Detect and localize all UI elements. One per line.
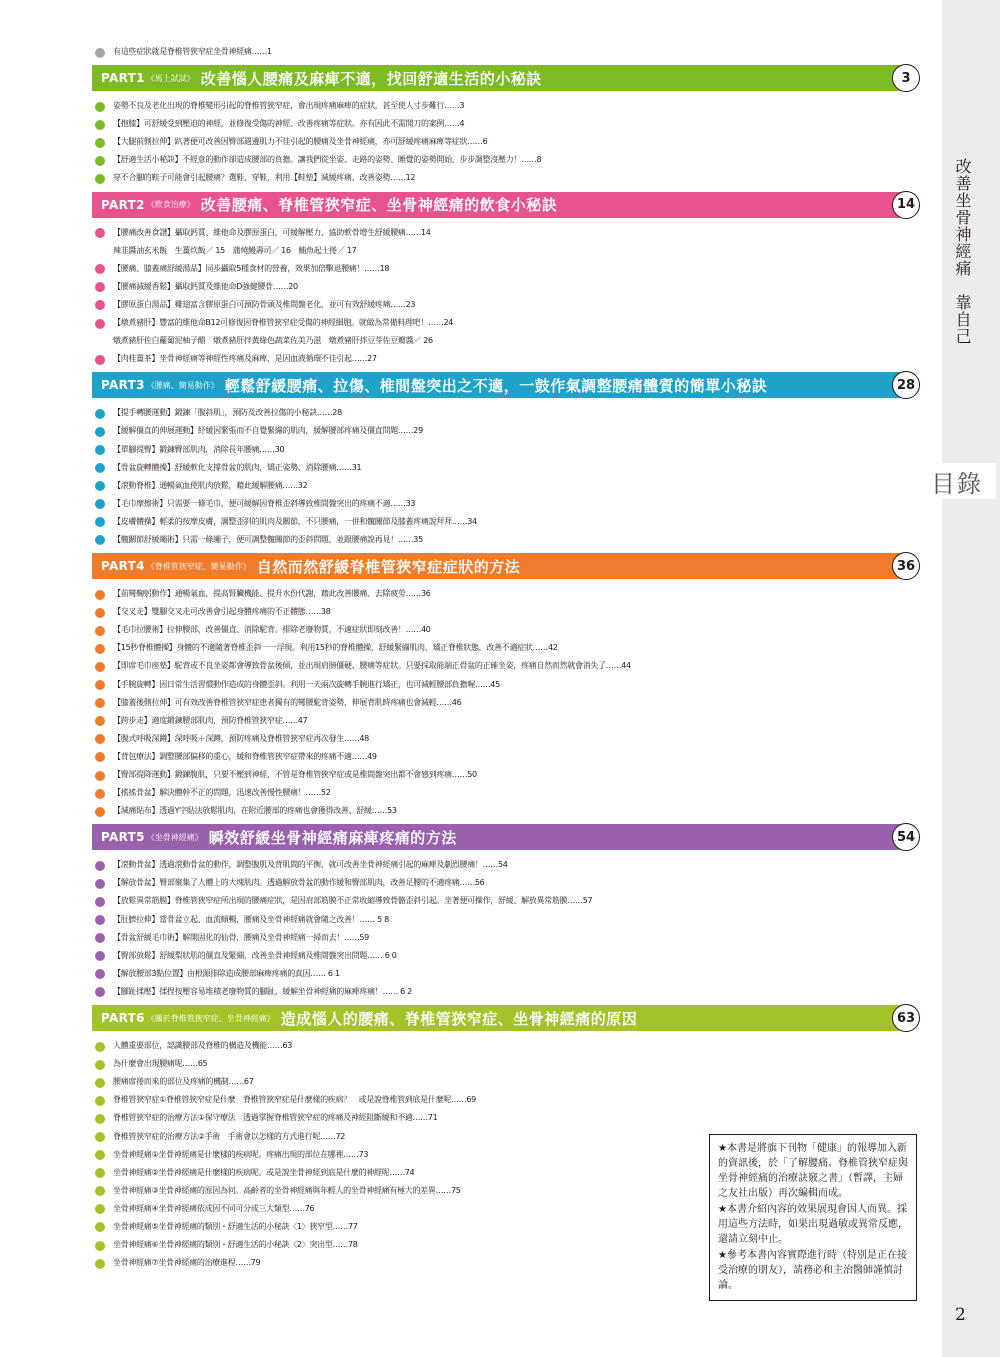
- toc-item: [92, 1109, 922, 1127]
- bullet-dot: [95, 879, 105, 889]
- part-page-badge: 54: [892, 823, 920, 851]
- bullet-dot: [95, 427, 105, 437]
- toc-subitem: [92, 332, 922, 350]
- toc-item-text: 【腰痛減緩香鬆】攝取鈣質及維他命D強健腰骨……20: [113, 281, 298, 291]
- toc-item: [92, 97, 922, 115]
- toc-item: [92, 404, 922, 422]
- toc-item-text: 【解放腰部3點位置】由根源排除造成腰部麻痺疼痛的真因…… 6 1: [113, 968, 340, 978]
- toc-item: [92, 802, 922, 820]
- bullet-dot: [95, 752, 105, 762]
- note-box: [709, 1134, 917, 1301]
- toc-item: [92, 657, 922, 675]
- toc-item-text: 【提手轉腰運動】鍛鍊「腹斜肌」，預防及改善拉傷的小秘訣……28: [113, 408, 342, 418]
- part-label: PART6: [101, 1011, 145, 1026]
- bullet-dot: [95, 102, 105, 112]
- part-subtitle: 《關於脊椎管狹窄症、坐骨神經痛》: [146, 1013, 275, 1023]
- bullet-dot: [95, 771, 105, 781]
- toc-item-text: 【跨步走】適度鍛鍊腰部肌肉，預防脊椎管狹窄症……47: [113, 715, 308, 725]
- toc-item: [92, 748, 922, 766]
- part-label: PART1: [101, 71, 145, 86]
- toc-item-text: 坐骨神經痛②坐骨神經痛是什麼樣的疾病呢。或是說坐骨神經到底是什麼的神經呢……74: [113, 1167, 415, 1177]
- bullet-dot: [95, 1150, 105, 1160]
- toc-item-text: 穿不合腳的鞋子可能會引起腰痛？選鞋、穿鞋，利用【鞋墊】減緩疼痛、改善姿勢……12: [113, 173, 416, 183]
- bullet-dot: [95, 463, 105, 473]
- part-title: 瞬效舒緩坐骨神經痛麻痺疼痛的方法: [208, 828, 457, 847]
- toc-item-text: 【髖關節舒緩繩術】只需一條繩子，便可調整髖關節的歪斜問題，並跟腰痛說再見！……35: [113, 534, 423, 544]
- bullet-dot: [95, 535, 105, 545]
- toc-item-text: 【滾動脊椎】通暢氣血使肌肉放鬆，藉此緩解腰痛……32: [113, 480, 308, 490]
- bullet-dot: [95, 174, 105, 184]
- toc-item: [92, 459, 922, 477]
- bullet-dot: [95, 264, 105, 274]
- note-text: ★本書是將旗下刊物「健康」的報導加入新的資訊後，於「了解腰痛、脊椎管狹窄症與坐骨神經痛的治療訣竅之書」（暫譯，主婦之友社出版）再次編輯而成。: [718, 1143, 908, 1199]
- part-header: [92, 1005, 918, 1031]
- bullet-dot: [95, 969, 105, 979]
- toc-item: [92, 784, 922, 802]
- toc-item: [92, 874, 922, 892]
- toc-item-text: 【舒適生活小秘訣】不經意的動作卻造成腰部的負擔。讓我們從坐姿、走路的姿勢、睡覺的姿勢開始，步步調整沒壓力！……8: [113, 155, 542, 165]
- bullet-dot: [95, 698, 105, 708]
- bullet-dot: [95, 789, 105, 799]
- toc-item: [92, 929, 922, 947]
- toc-item-text: 【放鬆異常筋膜】脊椎管狹窄症所出現的腰痛症狀，是因肩部筋膜不正常收縮導致骨骼歪斜引起。坐著便可操作，舒緩、解放異常筋膜……57: [113, 896, 593, 906]
- toc-item-text: 【毛巾拉腰術】拉伸腰部，改善僵直、消除駝背。排除老廢物質，不適症狀即刻改善！……40: [113, 625, 431, 635]
- bullet-dot: [95, 1241, 105, 1251]
- bullet-dot: [95, 608, 105, 618]
- bullet-dot: [95, 300, 105, 310]
- part-title: 自然而然舒緩脊椎管狹窄症症狀的方法: [256, 557, 521, 576]
- sidebar-book-title: 改善坐骨神經痛 靠自己: [953, 158, 972, 345]
- toc-item: [92, 495, 922, 513]
- intro-item: [92, 43, 922, 61]
- toc-item-text: 【緩解僵直的伸展運動】紓緩因緊張而不自覺緊繃的肌肉，緩解腰部疼痛及僵直問題……29: [113, 426, 423, 436]
- toc-item: [92, 224, 922, 242]
- toc-item: [92, 712, 922, 730]
- toc-item-text: 燉煮豬肝佐白蘿蔔泥柚子醋 燉煮豬肝拌黃綠色蔬菜佐美乃滋 燉煮豬肝拌豆芽佐豆瓣醬／ 26: [113, 336, 433, 346]
- toc-item-text: 姿勢不良及老化出現的脊椎變形引起的脊椎管狹窄症，會出現疼痛麻痺的症狀，甚至使人寸步難行……3: [113, 101, 465, 111]
- intro-item-text: 有這些症狀就是脊椎管狹窄症坐骨神經痛……1: [113, 47, 272, 56]
- toc-item-text: 【皮膚體操】輕柔的按摩皮膚，調整歪斜的肌肉及關節，不只腰痛，一併和髖關節及膝蓋疼痛說拜拜……34: [113, 516, 477, 526]
- bullet-dot: [95, 120, 105, 130]
- toc-item-text: 為什麼會出現腰痛呢……65: [113, 1059, 208, 1069]
- toc-item-text: 【燉煮豬肝】豐富的維他命B12可修復因脊椎管狹窄症受傷的神經細胞。就做為常備料理吧！……24: [113, 318, 454, 328]
- bullet-dot: [95, 861, 105, 871]
- toc-item-text: 【毛巾摩擦術】只需要一條毛巾，便可緩解因脊椎歪斜導致椎間盤突出的疼痛不適……33: [113, 498, 416, 508]
- toc-item: [92, 965, 922, 983]
- toc-item-text: 【滾動骨盆】透過滾動骨盆的動作，調整腹肌及背肌間的平衡，就可改善坐骨神經痛引起的麻痺及劇烈腰痛！……54: [113, 860, 508, 870]
- toc-item-text: 【膠原蛋白湯品】雞翅富含膠原蛋白可預防骨頭及椎間盤老化，並可有效舒緩疼痛……23: [113, 299, 416, 309]
- bullet-dot: [95, 1186, 105, 1196]
- toc-item-text: 脊椎管狹窄症的治療方法②手術 手術會以怎樣的方式進行呢……72: [113, 1131, 346, 1141]
- part-page-badge: 36: [892, 552, 920, 580]
- toc-item: [92, 477, 922, 495]
- bullet-dot: [95, 1259, 105, 1269]
- toc-item-text: 【減痛貼布】透過Y字貼法放鬆肌肉，在附近腰部的疼痛也會獲得改善、舒緩……53: [113, 806, 397, 816]
- bullet-dot: [95, 499, 105, 509]
- toc-item: [92, 1091, 922, 1109]
- bullet-dot: [95, 1222, 105, 1232]
- toc-item: [92, 639, 922, 657]
- toc-item-text: 坐骨神經痛⑤坐骨神經痛的類別・舒適生活的小秘訣〈1〉狹窄型……77: [113, 1221, 358, 1231]
- toc-item: [92, 694, 922, 712]
- toc-item: [92, 947, 922, 965]
- part-subtitle: 《飲食治療》: [146, 200, 195, 210]
- toc-item: [92, 115, 922, 133]
- toc-item: [92, 856, 922, 874]
- bullet-dot: [95, 897, 105, 907]
- toc-content: [92, 43, 922, 1272]
- part-title: 改善腰痛、脊椎管狹窄症、坐骨神經痛的飲食小秘訣: [200, 196, 558, 215]
- toc-item-text: 【骨盆舒緩毛巾術】解開固化的仙骨，腰痛及坐骨神經痛一掃而去！……59: [113, 932, 369, 942]
- toc-item: [92, 1037, 922, 1055]
- page-number: 2: [955, 1305, 966, 1325]
- bullet-dot: [95, 951, 105, 961]
- toc-item: [92, 1055, 922, 1073]
- toc-item-text: 【交叉走】雙腳交叉走可改善會引起身體疼痛的不正體態……38: [113, 607, 331, 617]
- toc-item-text: 【臀部放鬆】舒緩梨狀肌的僵直及緊繃，改善坐骨神經痛及椎間盤突出問題…… 6 0: [113, 950, 397, 960]
- toc-item-text: 坐骨神經痛③坐骨神經痛的原因為何。高齡者的坐骨神經痛與年輕人的坐骨神經痛有極大的差異……75: [113, 1185, 461, 1195]
- toc-item: [92, 169, 922, 187]
- part-page-badge: 63: [892, 1004, 920, 1032]
- part-header: [92, 65, 918, 91]
- bullet-dot: [95, 517, 105, 527]
- part-label: PART3: [101, 378, 145, 393]
- toc-item: [92, 513, 922, 531]
- toc-item: [92, 422, 922, 440]
- bullet-dot: [95, 445, 105, 455]
- bullet-dot: [95, 481, 105, 491]
- toc-item: [92, 350, 922, 368]
- part-header: [92, 824, 918, 850]
- bullet-dot: [95, 355, 105, 365]
- bullet-dot: [95, 1132, 105, 1142]
- bullet-dot: [95, 1042, 105, 1052]
- part-page-badge: 14: [892, 191, 920, 219]
- toc-item-text: 【骨盆旋轉體操】舒緩軟化支撐骨盆的肌肉，矯正姿勢、消除腰痛……31: [113, 462, 362, 472]
- toc-item-text: 【膝蓋後側拉伸】可有效改善脊椎管狹窄症患者獨有的彎腰駝背姿勢，伸展背肌時疼痛也會減輕……46: [113, 697, 462, 707]
- toc-item: [92, 133, 922, 151]
- toc-item-text: 腰痛席捲而來的部位及疼痛的機制……67: [113, 1077, 254, 1087]
- part-subtitle: 《脊椎管狹窄症、簡易動作》: [146, 561, 251, 571]
- toc-item-text: 【搖搖骨盆】解決體幹不正的問題，迅速改善慢性腰痛！……52: [113, 788, 331, 798]
- part-header: [92, 192, 918, 218]
- bullet-dot: [95, 138, 105, 148]
- toc-subitem: [92, 242, 922, 260]
- bullet-dot: [95, 734, 105, 744]
- part-label: PART4: [101, 559, 145, 574]
- toc-item-text: 【肚臍拉伸】當骨盆立起、血流順暢，腰痛及坐骨神經痛就會隨之改善！…… 5 8: [113, 914, 389, 924]
- bullet-dot: [95, 987, 105, 997]
- bullet-dot: [95, 282, 105, 292]
- part-label: PART5: [101, 830, 145, 845]
- toc-item-text: 【抱膝】可舒緩受到壓迫的神經，並修復受傷的神經、改善疼痛等症狀。亦有因此不需開刀的案例……4: [113, 119, 465, 129]
- bullet-dot: [95, 626, 105, 636]
- toc-item: [92, 585, 922, 603]
- part-header: [92, 372, 918, 398]
- toc-item: [92, 260, 922, 278]
- toc-item: [92, 911, 922, 929]
- bullet-dot: [95, 319, 105, 329]
- bullet-dot: [95, 662, 105, 672]
- toc-item-text: 【15秒脊椎體操】身體的不適隨著脊椎歪斜一一浮現。利用15秒的脊椎體操，舒緩緊繃肌肉、矯正脊椎狀態，改善不適症狀……42: [113, 643, 558, 653]
- bullet-dot: [95, 1114, 105, 1124]
- bullet-dot: [95, 915, 105, 925]
- toc-item: [92, 314, 922, 332]
- toc-item: [92, 151, 922, 169]
- toc-item: [92, 766, 922, 784]
- toc-item: [92, 441, 922, 459]
- bullet-dot: [95, 644, 105, 654]
- toc-item-text: 人體重要部位，認識腰部及脊椎的構造及機能……63: [113, 1041, 292, 1051]
- part-subtitle: 《腰痛、簡易動作》: [146, 380, 219, 390]
- part-header: [92, 553, 918, 579]
- part-page-badge: 28: [892, 371, 920, 399]
- part-subtitle: 《馬上試試》: [146, 73, 195, 83]
- part-subtitle: 《坐骨神經痛》: [146, 832, 203, 842]
- bullet-dot: [95, 228, 105, 238]
- toc-item: [92, 603, 922, 621]
- bullet-dot: [95, 156, 105, 166]
- bullet-dot: [95, 590, 105, 600]
- toc-item-text: 【臀部提降運動】鍛鍊腹肌，只要不壓到神經，不管是脊椎管狹窄症或是椎間盤突出都不會感到疼痛……50: [113, 770, 477, 779]
- toc-item-text: 【腳趾揉壓】揉捏按壓容易堆積老廢物質的腳趾，緩解坐骨神經痛的麻痺疼痛！…… 6 2: [113, 986, 412, 996]
- part-title: 造成惱人的腰痛、脊椎管狹窄症、坐骨神經痛的原因: [280, 1009, 638, 1028]
- toc-item-text: 【解放骨盆】臀部聚集了人體上的大塊肌肉。透過解放骨盆的動作緩和臀部肌肉，改善足腰的不適疼痛……56: [113, 878, 485, 888]
- bullet-dot: [95, 1096, 105, 1106]
- toc-item-text: 【大腿前側拉伸】趴著便可改善因臀部週邊肌力不佳引起的腰痛及坐骨神經痛，亦可舒緩疼痛麻痺等症狀……6: [113, 137, 488, 147]
- toc-item: [92, 1073, 922, 1091]
- bullet-dot: [95, 1204, 105, 1214]
- bullet-dot: [95, 680, 105, 690]
- toc-item-text: 【腰痛改善食譜】攝取鈣質、維他命及膠原蛋白，可緩解壓力、協助軟骨增生舒緩腰痛……14: [113, 227, 431, 237]
- part-label: PART2: [101, 197, 145, 212]
- toc-item-text: 坐骨神經痛①坐骨神經痛是什麼樣的疾病呢。疼痛出現的部位在哪裡……73: [113, 1149, 369, 1159]
- part-title: 改善惱人腰痛及麻痺不適，找回舒適生活的小秘訣: [200, 69, 542, 88]
- bullet-dot: [95, 1168, 105, 1178]
- toc-item: [92, 278, 922, 296]
- toc-item: [92, 676, 922, 694]
- toc-item: [92, 531, 922, 549]
- toc-item-text: 【腰痛、膝蓋痛舒緩湯品】同步攝取5種食材的營養，效果加倍擊退腰痛！……18: [113, 263, 390, 273]
- toc-item-text: 【手腕旋轉】因日常生活習慣動作造成的身體歪斜。利用一天兩次旋轉手腕進行矯正，也可減輕腰部負擔喔……45: [113, 679, 500, 689]
- toc-item: [92, 983, 922, 1001]
- part-page-badge: 3: [892, 64, 920, 92]
- note-text: ★參考本書內容實際進行時（特別是正在接受治療的朋友），請務必和主治醫師謹慎討論。: [718, 1250, 907, 1291]
- bullet-dot: [95, 48, 105, 58]
- toc-item: [92, 621, 922, 639]
- toc-item-text: 坐骨神經痛⑥坐骨神經痛的類別・舒適生活的小秘訣〈2〉突出型……78: [113, 1240, 358, 1250]
- part-title: 輕鬆舒緩腰痛、拉傷、椎間盤突出之不適，一鼓作氣調整腰痛體質的簡單小秘訣: [224, 376, 768, 395]
- toc-item-text: 【即席毛巾座墊】駝背或不良坐姿都會導致骨盆後傾，並出現肩膀僵硬、腰痛等症狀。只要採取能端正骨盆的正確坐姿，疼痛自然而然就會消失了……44: [113, 661, 631, 671]
- toc-item: [92, 296, 922, 314]
- bullet-dot: [95, 716, 105, 726]
- toc-item-text: 【腹式呼吸深蹲】深呼吸＋深蹲，預防疼痛及脊椎管狹窄症再次發生……48: [113, 733, 369, 743]
- toc-item: [92, 730, 922, 748]
- toc-item-text: 【前彎鞠躬動作】通暢氣血，提高腎臟機能、提升水份代謝，藉此改善腰痛、去除疲勞……36: [113, 589, 431, 599]
- note-text: ★本書介紹內容的效果展現會因人而異。採用這些方法時，如果出現過敏或異常反應，還請立刻中止。: [718, 1204, 908, 1245]
- bullet-dot: [95, 409, 105, 419]
- toc-item-text: 【肉桂薑茶】坐骨神經痛等神經性疼痛及麻痺，是因血液循環不佳引起……27: [113, 354, 377, 364]
- toc-item-text: 脊椎管狹窄症的治療方法①保守療法 透過掌握脊椎管狹窄症的疼痛及神經阻斷緩和不適……71: [113, 1113, 438, 1123]
- bullet-dot: [95, 933, 105, 943]
- toc-item-text: 坐骨神經痛④坐骨神經痛依成因不同可分成三大類型……76: [113, 1203, 315, 1213]
- toc-item-text: 坐骨神經痛⑦坐骨神經痛的治療進程……79: [113, 1258, 261, 1268]
- toc-item-text: 辣韭醬油玄米飯 生薑炊飯／ 15 蒲燒鰻壽司／ 16 鮪魚起士捲／ 17: [113, 245, 357, 255]
- toc-label: 目錄: [918, 463, 996, 499]
- toc-item: [92, 892, 922, 910]
- toc-item-text: 【背包療法】調整腰部偏移的重心，緩和脊椎管狹窄症帶來的疼痛不適……49: [113, 751, 377, 761]
- toc-item-text: 脊椎管狹窄症①脊椎管狹窄症是什麼 脊椎管狹窄症是什麼樣的疾病？ 或是說脊椎管到底是什麼呢……69: [113, 1095, 476, 1105]
- toc-item-text: 【單腳提臀】鍛鍊臀部肌肉，消除長年腰痛……30: [113, 444, 285, 454]
- bullet-dot: [95, 1060, 105, 1070]
- bullet-dot: [95, 807, 105, 817]
- bullet-dot: [95, 1078, 105, 1088]
